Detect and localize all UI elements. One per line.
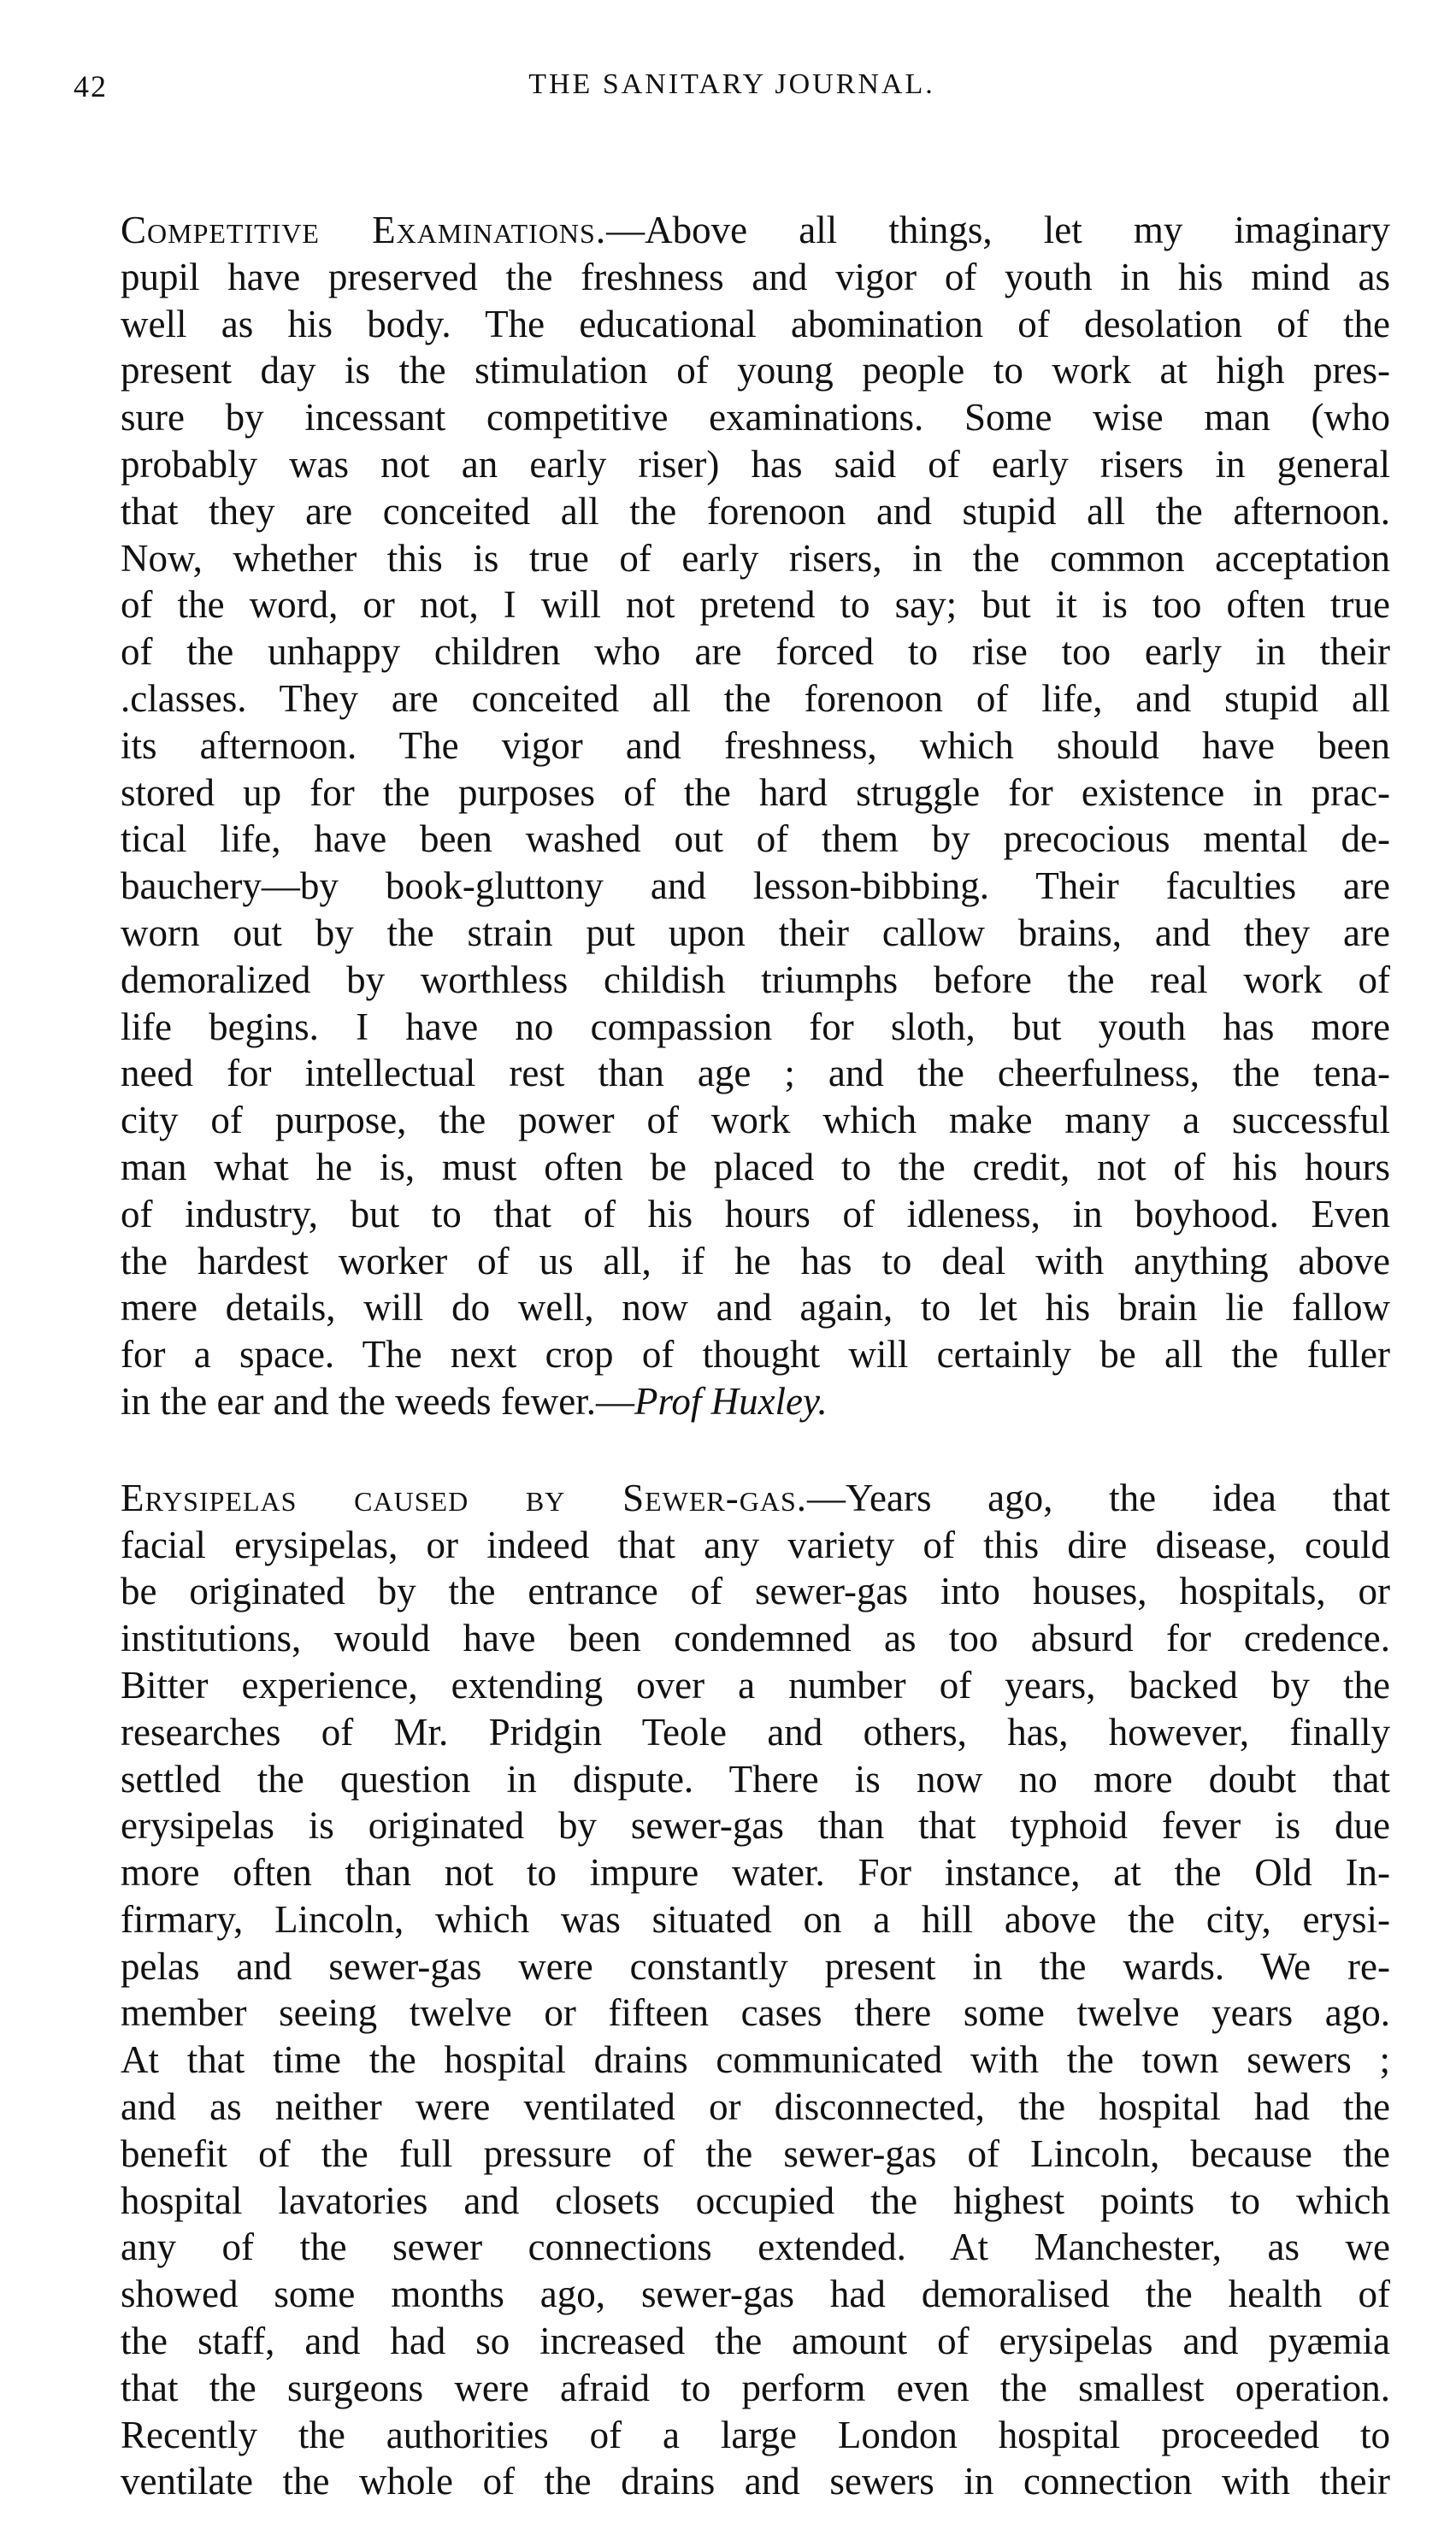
article-line: probably was not an early riser) has said of early risers in general [121, 442, 1390, 486]
article-line: its afternoon. The vigor and freshness, which should have been [121, 723, 1390, 767]
article-line: bauchery—by book-gluttony and lesson-bibbing. Their faculties are [121, 864, 1390, 908]
article-line: At that time the hospital drains communicated with the town sewers ; [121, 2038, 1390, 2082]
article-line: .classes. They are conceited all the forenoon of life, and stupid all [121, 676, 1390, 720]
article-line: that they are conceited all the forenoon and stupid all the afternoon. [121, 489, 1390, 533]
article-line: tical life, have been washed out of them by precocious mental de- [121, 817, 1390, 861]
page-number: 42 [74, 69, 108, 103]
article-line: showed some months ago, sewer-gas had demoralised the health of [121, 2273, 1390, 2316]
article-line: the staff, and had so increased the amount of erysipelas and pyæmia [121, 2320, 1390, 2363]
article-line: pelas and sewer-gas were constantly present in the wards. We re- [121, 1944, 1390, 1988]
article-line: be originated by the entrance of sewer-gas into houses, hospitals, or [121, 1570, 1390, 1613]
article-line: researches of Mr. Pridgin Teole and others, has, however, finally [121, 1710, 1390, 1754]
article-line: more often than not to impure water. For instance, at the Old In- [121, 1851, 1390, 1895]
article-line: facial erysipelas, or indeed that any variety of this dire disease, could [121, 1523, 1390, 1566]
article-heading: Competitive Examinations. [121, 209, 607, 251]
article-competitive-examinations [74, 207, 1390, 1425]
article-line: member seeing twelve or fifteen cases there some twelve years ago. [121, 1991, 1390, 2035]
journal-page [74, 60, 1390, 2505]
article-line: for a space. The next crop of thought will certainly be all the fuller [121, 1333, 1390, 1377]
article-line: Competitive Examinations.—Above all things, let my imaginary [121, 209, 1390, 251]
article-line: present day is the stimulation of young people to work at high pres- [121, 349, 1390, 392]
article-line: in the ear and the weeds fewer.—Prof Huxley. [121, 1379, 828, 1423]
journal-title: THE SANITARY JOURNAL. [528, 68, 935, 100]
article-line: firmary, Lincoln, which was situated on a hill above the city, erysi- [121, 1897, 1390, 1941]
article-line: life begins. I have no compassion for sloth, but youth has more [121, 1005, 1390, 1048]
article-line: the hardest worker of us all, if he has to deal with anything above [121, 1239, 1390, 1282]
article-line: city of purpose, the power of work which make many a successful [121, 1099, 1390, 1142]
article-heading: Erysipelas caused by Sewer-gas. [121, 1476, 808, 1519]
article-line: Recently the authorities of a large London hospital proceeded to [121, 2413, 1390, 2456]
article-line: stored up for the purposes of the hard struggle for existence in prac- [121, 770, 1390, 814]
article-line: ventilate the whole of the drains and sewers in connection with their [121, 2460, 1390, 2503]
article-line: Now, whether this is true of early risers, in the common acceptation [121, 536, 1390, 580]
article-paragraph [74, 207, 1390, 1425]
article-line: worn out by the strain put upon their callow brains, and they are [121, 911, 1390, 954]
article-line: erysipelas is originated by sewer-gas than that typhoid fever is due [121, 1804, 1390, 1848]
article-line: sure by incessant competitive examinations. Some wise man (who [121, 396, 1390, 439]
article-paragraph [74, 1475, 1390, 2506]
article-line: demoralized by worthless childish triumphs before the real work of [121, 958, 1390, 1001]
article-line: that the surgeons were afraid to perform even the smallest operation. [121, 2366, 1390, 2409]
article-line: of the word, or not, I will not pretend to say; but it is too often true [121, 583, 1390, 627]
article-line: of the unhappy children who are forced to rise too early in their [121, 630, 1390, 674]
article-line: need for intellectual rest than age ; and the cheerfulness, the tena- [121, 1052, 1390, 1095]
article-line: institutions, would have been condemned as too absurd for credence. [121, 1617, 1390, 1660]
article-line: of industry, but to that of his hours of idleness, in boyhood. Even [121, 1192, 1390, 1235]
article-line: Bitter experience, extending over a number of years, backed by the [121, 1663, 1390, 1707]
article-line: mere details, will do well, now and again, to let his brain lie fallow [121, 1286, 1390, 1330]
article-line: pupil have preserved the freshness and vigor of youth in his mind as [121, 255, 1390, 298]
article-line: benefit of the full pressure of the sewer-gas of Lincoln, because the [121, 2131, 1390, 2175]
article-attribution: Prof Huxley. [634, 1379, 828, 1423]
article-line: settled the question in dispute. There is now no more doubt that [121, 1757, 1390, 1801]
article-line: hospital lavatories and closets occupied the highest points to which [121, 2179, 1390, 2222]
article-line: any of the sewer connections extended. At Manchester, as we [121, 2226, 1390, 2269]
running-head [74, 60, 1390, 111]
article-line: well as his body. The educational abomination of desolation of the [121, 302, 1390, 345]
article-line: man what he is, must often be placed to the credit, not of his hours [121, 1145, 1390, 1188]
article-line: and as neither were ventilated or disconnected, the hospital had the [121, 2085, 1390, 2129]
article-line: Erysipelas caused by Sewer-gas.—Years ago, the idea that [121, 1476, 1391, 1519]
article-erysipelas-sewer-gas [74, 1475, 1390, 2506]
